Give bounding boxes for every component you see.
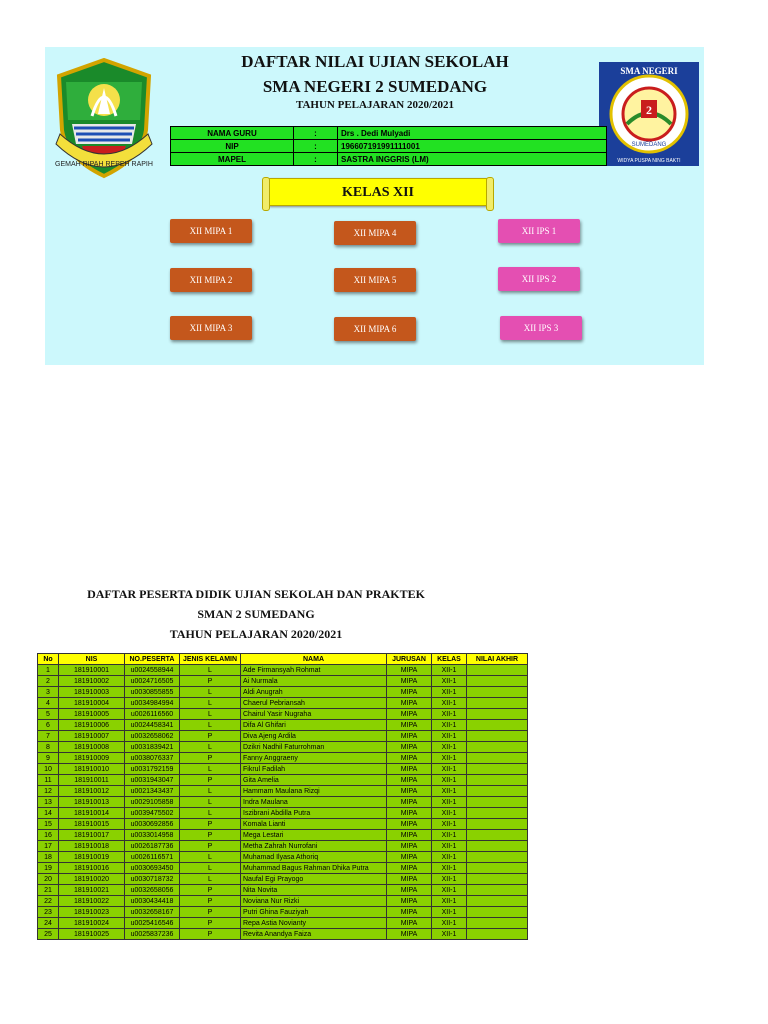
table-cell — [467, 709, 528, 720]
table-cell: 181910017 — [59, 830, 125, 841]
table-cell: MIPA — [387, 929, 432, 940]
table-cell — [467, 775, 528, 786]
table-row — [38, 720, 528, 731]
list-title: DAFTAR PESERTA DIDIK UJIAN SEKOLAH DAN PRAKTEK — [87, 587, 425, 601]
school-name: SMA NEGERI 2 SUMEDANG — [262, 77, 488, 96]
table-cell: 12 — [38, 786, 59, 797]
kelas-banner: KELAS XII — [266, 178, 490, 206]
table-cell: 13 — [38, 797, 59, 808]
table-cell — [467, 753, 528, 764]
table-row — [38, 819, 528, 830]
table-cell: 181910024 — [59, 918, 125, 929]
table-cell: u0038076337 — [125, 753, 180, 764]
table-cell: Diva Ajeng Ardila — [241, 731, 387, 742]
table-cell: P — [180, 731, 241, 742]
table-cell: XII-1 — [432, 775, 467, 786]
table-cell: 181910012 — [59, 786, 125, 797]
table-cell: 23 — [38, 907, 59, 918]
table-cell: MIPA — [387, 753, 432, 764]
table-cell: L — [180, 665, 241, 676]
table-cell: XII-1 — [432, 709, 467, 720]
table-cell: 18 — [38, 852, 59, 863]
table-cell: L — [180, 808, 241, 819]
table-cell: 181910020 — [59, 874, 125, 885]
table-cell: u0030718732 — [125, 874, 180, 885]
table-cell: XII-1 — [432, 885, 467, 896]
table-cell: MIPA — [387, 709, 432, 720]
table-cell — [467, 874, 528, 885]
table-row — [38, 775, 528, 786]
table-cell: 5 — [38, 709, 59, 720]
table-cell: XII-1 — [432, 830, 467, 841]
column-header: KELAS — [432, 654, 467, 665]
table-cell: L — [180, 709, 241, 720]
info-separator: : — [294, 153, 338, 166]
column-header: NO.PESERTA — [125, 654, 180, 665]
table-cell: 181910019 — [59, 852, 125, 863]
table-cell: u0024558944 — [125, 665, 180, 676]
table-cell: L — [180, 698, 241, 709]
table-cell: XII-1 — [432, 764, 467, 775]
page-title: DAFTAR NILAI UJIAN SEKOLAH — [241, 52, 509, 71]
table-cell: L — [180, 742, 241, 753]
info-row — [171, 127, 607, 140]
table-cell: XII-1 — [432, 797, 467, 808]
table-cell: 1 — [38, 665, 59, 676]
table-cell: XII-1 — [432, 918, 467, 929]
table-row — [38, 742, 528, 753]
table-cell: 11 — [38, 775, 59, 786]
table-cell: XII-1 — [432, 808, 467, 819]
table-row — [38, 797, 528, 808]
table-row — [38, 698, 528, 709]
column-header: NILAI AKHIR — [467, 654, 528, 665]
column-header: JENIS KELAMIN — [180, 654, 241, 665]
table-cell: MIPA — [387, 687, 432, 698]
svg-text:WIDYA PUSPA NING BAKTI: WIDYA PUSPA NING BAKTI — [617, 158, 681, 164]
table-cell: Ai Nurmala — [241, 676, 387, 687]
info-value: SASTRA INGGRIS (LM) — [338, 153, 607, 166]
table-cell: P — [180, 676, 241, 687]
table-cell — [467, 720, 528, 731]
academic-year: TAHUN PELAJARAN 2020/2021 — [295, 99, 455, 111]
column-header: NAMA — [241, 654, 387, 665]
table-row — [38, 896, 528, 907]
table-cell — [467, 852, 528, 863]
table-row — [38, 918, 528, 929]
column-header: No — [38, 654, 59, 665]
xii-ips-2-button[interactable]: XII IPS 2 — [498, 267, 580, 291]
table-cell: MIPA — [387, 720, 432, 731]
table-cell: 181910009 — [59, 753, 125, 764]
table-row — [38, 687, 528, 698]
list-school: SMAN 2 SUMEDANG — [197, 607, 315, 621]
table-cell: 22 — [38, 896, 59, 907]
table-cell: u0039475502 — [125, 808, 180, 819]
table-cell: MIPA — [387, 786, 432, 797]
xii-mipa-5-button[interactable]: XII MIPA 5 — [334, 268, 416, 292]
table-cell: MIPA — [387, 742, 432, 753]
table-cell: P — [180, 753, 241, 764]
table-cell — [467, 918, 528, 929]
table-cell: L — [180, 687, 241, 698]
table-row — [38, 830, 528, 841]
table-cell: Fikrul Fadilah — [241, 764, 387, 775]
school-emblem-icon — [599, 62, 699, 166]
table-cell: XII-1 — [432, 742, 467, 753]
table-cell: Dzikri Nadhil Faturrohman — [241, 742, 387, 753]
table-cell: XII-1 — [432, 819, 467, 830]
xii-ips-1-button[interactable]: XII IPS 1 — [498, 219, 580, 243]
table-row — [38, 808, 528, 819]
table-cell: MIPA — [387, 698, 432, 709]
table-cell: u0024716505 — [125, 676, 180, 687]
table-cell: Noviana Nur Rizki — [241, 896, 387, 907]
student-table — [37, 653, 528, 940]
table-cell — [467, 808, 528, 819]
table-cell: L — [180, 874, 241, 885]
student-table-body — [38, 665, 528, 940]
table-cell: Revita Anandya Faiza — [241, 929, 387, 940]
table-cell: 25 — [38, 929, 59, 940]
column-header: NIS — [59, 654, 125, 665]
table-cell: 181910003 — [59, 687, 125, 698]
table-cell: 181910008 — [59, 742, 125, 753]
table-cell: u0032658062 — [125, 731, 180, 742]
table-cell: Muhammad Bagus Rahman Dhika Putra — [241, 863, 387, 874]
table-cell — [467, 786, 528, 797]
xii-mipa-4-button[interactable]: XII MIPA 4 — [334, 221, 416, 245]
table-cell — [467, 676, 528, 687]
table-cell: 181910001 — [59, 665, 125, 676]
table-cell — [467, 687, 528, 698]
table-cell: P — [180, 841, 241, 852]
info-separator: : — [294, 140, 338, 153]
table-cell: u0033014958 — [125, 830, 180, 841]
table-cell: Nita Novita — [241, 885, 387, 896]
svg-text:GEMAH RIPAH REPEH RAPIH: GEMAH RIPAH REPEH RAPIH — [55, 161, 153, 168]
table-cell: XII-1 — [432, 665, 467, 676]
table-cell — [467, 819, 528, 830]
table-cell: Fanny Anggraeny — [241, 753, 387, 764]
table-row — [38, 764, 528, 775]
list-year: TAHUN PELAJARAN 2020/2021 — [169, 627, 343, 641]
info-label: NIP — [171, 140, 294, 153]
table-cell — [467, 863, 528, 874]
table-cell: 9 — [38, 753, 59, 764]
table-header-row — [38, 654, 528, 665]
teacher-info-table — [170, 126, 607, 166]
table-cell: Gita Amelia — [241, 775, 387, 786]
table-row — [38, 874, 528, 885]
table-cell: u0034984994 — [125, 698, 180, 709]
xii-mipa-6-button[interactable]: XII MIPA 6 — [334, 317, 416, 341]
table-cell: XII-1 — [432, 676, 467, 687]
table-cell: u0030434418 — [125, 896, 180, 907]
table-cell: MIPA — [387, 808, 432, 819]
table-row — [38, 929, 528, 940]
table-cell: 10 — [38, 764, 59, 775]
table-cell: P — [180, 819, 241, 830]
table-cell — [467, 841, 528, 852]
table-cell: u0032658167 — [125, 907, 180, 918]
table-cell: P — [180, 907, 241, 918]
table-cell: 181910007 — [59, 731, 125, 742]
table-cell: Repa Astia Novianty — [241, 918, 387, 929]
table-cell: L — [180, 764, 241, 775]
table-cell: 14 — [38, 808, 59, 819]
table-cell: XII-1 — [432, 841, 467, 852]
table-cell: MIPA — [387, 819, 432, 830]
table-cell: Putri Ghina Fauziyah — [241, 907, 387, 918]
info-label: NAMA GURU — [171, 127, 294, 140]
table-cell: Ade Firmansyah Rohmat — [241, 665, 387, 676]
table-cell: 181910018 — [59, 841, 125, 852]
table-cell: u0024458341 — [125, 720, 180, 731]
table-cell: Aldi Anugrah — [241, 687, 387, 698]
table-cell — [467, 698, 528, 709]
table-cell: MIPA — [387, 676, 432, 687]
table-cell: u0026116571 — [125, 852, 180, 863]
info-label: MAPEL — [171, 153, 294, 166]
table-cell — [467, 896, 528, 907]
table-cell: L — [180, 786, 241, 797]
info-value: 196607191991111001 — [338, 140, 607, 153]
table-cell — [467, 830, 528, 841]
table-cell: P — [180, 885, 241, 896]
table-row — [38, 786, 528, 797]
table-cell: u0030693450 — [125, 863, 180, 874]
table-cell: u0025416546 — [125, 918, 180, 929]
table-cell: 181910025 — [59, 929, 125, 940]
table-cell: XII-1 — [432, 852, 467, 863]
table-cell: MIPA — [387, 665, 432, 676]
table-cell: L — [180, 863, 241, 874]
svg-text:SMA NEGERI: SMA NEGERI — [620, 66, 678, 76]
table-cell — [467, 929, 528, 940]
table-row — [38, 731, 528, 742]
svg-text:SUMEDANG: SUMEDANG — [631, 142, 667, 148]
table-cell: 181910021 — [59, 885, 125, 896]
table-cell — [467, 885, 528, 896]
table-cell: 181910023 — [59, 907, 125, 918]
table-cell: 3 — [38, 687, 59, 698]
table-cell: XII-1 — [432, 753, 467, 764]
table-cell — [467, 731, 528, 742]
table-cell: Komala Lianti — [241, 819, 387, 830]
table-cell: u0031839421 — [125, 742, 180, 753]
table-cell: MIPA — [387, 830, 432, 841]
table-row — [38, 885, 528, 896]
xii-ips-3-button[interactable]: XII IPS 3 — [500, 316, 582, 340]
table-cell — [467, 764, 528, 775]
table-cell: MIPA — [387, 907, 432, 918]
table-cell: L — [180, 720, 241, 731]
table-cell: 181910022 — [59, 896, 125, 907]
table-cell: MIPA — [387, 775, 432, 786]
table-cell: XII-1 — [432, 863, 467, 874]
table-cell: u0032658056 — [125, 885, 180, 896]
table-cell — [467, 742, 528, 753]
table-cell: P — [180, 775, 241, 786]
xii-mipa-2-button[interactable]: XII MIPA 2 — [170, 268, 252, 292]
svg-text:2: 2 — [646, 103, 652, 117]
table-cell: Iszibrani Abdilla Putra — [241, 808, 387, 819]
info-row — [171, 140, 607, 153]
table-cell — [467, 665, 528, 676]
table-cell: L — [180, 797, 241, 808]
table-cell: MIPA — [387, 874, 432, 885]
table-row — [38, 665, 528, 676]
table-cell: L — [180, 852, 241, 863]
table-cell: 181910011 — [59, 775, 125, 786]
table-cell: 8 — [38, 742, 59, 753]
table-cell: MIPA — [387, 852, 432, 863]
table-row — [38, 753, 528, 764]
table-cell: XII-1 — [432, 786, 467, 797]
table-cell: XII-1 — [432, 687, 467, 698]
table-cell: u0025837236 — [125, 929, 180, 940]
table-cell: 19 — [38, 863, 59, 874]
table-cell: u0031792159 — [125, 764, 180, 775]
table-cell: 181910015 — [59, 819, 125, 830]
table-cell: Mega Lestari — [241, 830, 387, 841]
west-java-emblem-icon — [52, 58, 156, 180]
table-cell: u0030855855 — [125, 687, 180, 698]
table-cell — [467, 797, 528, 808]
table-cell: P — [180, 896, 241, 907]
table-row — [38, 907, 528, 918]
table-cell — [467, 907, 528, 918]
table-cell: XII-1 — [432, 874, 467, 885]
table-cell: XII-1 — [432, 896, 467, 907]
table-cell: 24 — [38, 918, 59, 929]
table-cell: Difa Al Ghifari — [241, 720, 387, 731]
table-cell: 2 — [38, 676, 59, 687]
table-cell: 20 — [38, 874, 59, 885]
table-cell: MIPA — [387, 863, 432, 874]
table-row — [38, 709, 528, 720]
info-value: Drs . Dedi Mulyadi — [338, 127, 607, 140]
table-cell: MIPA — [387, 896, 432, 907]
table-cell: 181910004 — [59, 698, 125, 709]
table-cell: u0026116560 — [125, 709, 180, 720]
table-cell: Hammam Maulana Rizqi — [241, 786, 387, 797]
table-cell: 16 — [38, 830, 59, 841]
table-cell: Chairul Yasir Nugraha — [241, 709, 387, 720]
table-cell: 181910013 — [59, 797, 125, 808]
xii-mipa-3-button[interactable]: XII MIPA 3 — [170, 316, 252, 340]
table-cell: u0021343437 — [125, 786, 180, 797]
info-separator: : — [294, 127, 338, 140]
table-row — [38, 841, 528, 852]
table-cell: P — [180, 929, 241, 940]
table-cell: XII-1 — [432, 929, 467, 940]
table-cell: XII-1 — [432, 907, 467, 918]
table-cell: 181910016 — [59, 863, 125, 874]
table-cell: Indra Maulana — [241, 797, 387, 808]
table-cell: MIPA — [387, 764, 432, 775]
table-cell: P — [180, 918, 241, 929]
table-cell: P — [180, 830, 241, 841]
table-cell: 181910006 — [59, 720, 125, 731]
table-cell: 181910014 — [59, 808, 125, 819]
table-cell: Chaerul Pebriansah — [241, 698, 387, 709]
table-cell: 4 — [38, 698, 59, 709]
table-cell: XII-1 — [432, 731, 467, 742]
table-cell: Naufal Egi Prayogo — [241, 874, 387, 885]
table-cell: 181910002 — [59, 676, 125, 687]
table-cell: 15 — [38, 819, 59, 830]
table-cell: u0026187736 — [125, 841, 180, 852]
table-cell: u0030692856 — [125, 819, 180, 830]
table-cell: XII-1 — [432, 720, 467, 731]
table-cell: MIPA — [387, 797, 432, 808]
table-cell: MIPA — [387, 731, 432, 742]
table-cell: 17 — [38, 841, 59, 852]
table-cell: XII-1 — [432, 698, 467, 709]
table-row — [38, 676, 528, 687]
table-cell: 181910005 — [59, 709, 125, 720]
table-cell: Muhamad Ilyasa Athoriq — [241, 852, 387, 863]
info-row — [171, 153, 607, 166]
table-cell: u0031943047 — [125, 775, 180, 786]
table-row — [38, 852, 528, 863]
table-cell: Metha Zahrah Nurrofani — [241, 841, 387, 852]
table-cell: MIPA — [387, 918, 432, 929]
table-cell: MIPA — [387, 885, 432, 896]
table-cell: 6 — [38, 720, 59, 731]
table-cell: 181910010 — [59, 764, 125, 775]
xii-mipa-1-button[interactable]: XII MIPA 1 — [170, 219, 252, 243]
table-row — [38, 863, 528, 874]
table-cell: u0029105858 — [125, 797, 180, 808]
table-cell: MIPA — [387, 841, 432, 852]
table-cell: 21 — [38, 885, 59, 896]
column-header: JURUSAN — [387, 654, 432, 665]
table-cell: 7 — [38, 731, 59, 742]
